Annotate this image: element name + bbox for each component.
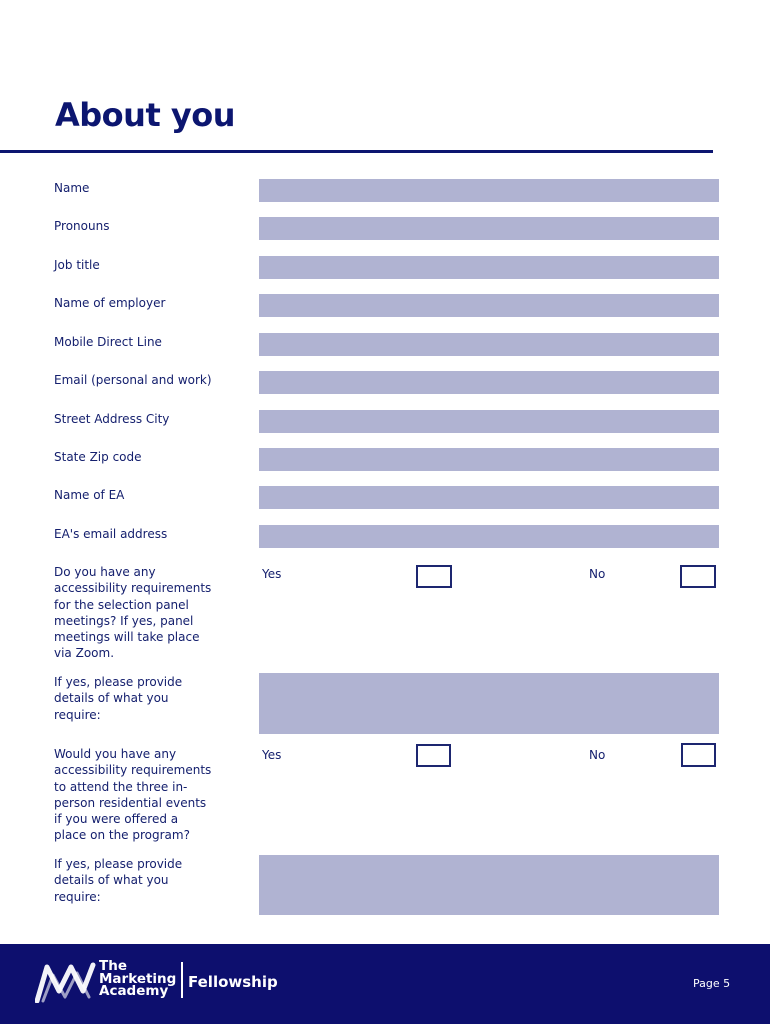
q1-details-field[interactable] bbox=[259, 673, 719, 734]
logo-wordmark bbox=[99, 960, 176, 998]
logo-fellowship: Fellowship bbox=[188, 973, 278, 991]
q2-details-field[interactable] bbox=[259, 855, 719, 915]
q1-yes-label: Yes bbox=[262, 567, 282, 581]
q1-details-label: If yes, please provide details of what you require: bbox=[54, 675, 183, 722]
page-title: About you bbox=[55, 96, 235, 134]
logo-line-marketing: Marketing bbox=[99, 970, 177, 987]
q2-no-label: No bbox=[589, 748, 606, 762]
q1-no-label: No bbox=[589, 567, 606, 581]
page-number: Page 5 bbox=[693, 977, 731, 990]
job-title-label: Job title bbox=[54, 258, 100, 272]
q1-yes-checkbox[interactable] bbox=[416, 565, 452, 588]
title-divider bbox=[0, 150, 713, 153]
mobile-field[interactable] bbox=[259, 333, 719, 356]
street-address-label: Street Address City bbox=[54, 412, 170, 426]
name-field[interactable] bbox=[259, 179, 719, 202]
logo-divider bbox=[181, 962, 183, 998]
state-zip-field[interactable] bbox=[259, 448, 719, 471]
q2-yes-checkbox[interactable] bbox=[416, 744, 451, 767]
q2-no-checkbox[interactable] bbox=[681, 743, 716, 767]
q2-yes-label: Yes bbox=[262, 748, 282, 762]
ea-email-field[interactable] bbox=[259, 525, 719, 548]
employer-field[interactable] bbox=[259, 294, 719, 317]
q2-question: Would you have any accessibility requirements to attend the three in-person residential events if you were offered a place on the program? bbox=[54, 747, 212, 843]
academy-logo-icon bbox=[35, 961, 97, 1003]
q2-details-label: If yes, please provide details of what you require: bbox=[54, 857, 183, 904]
job-title-field[interactable] bbox=[259, 256, 719, 279]
street-address-field[interactable] bbox=[259, 410, 719, 433]
state-zip-label: State Zip code bbox=[54, 450, 142, 464]
q1-question: Do you have any accessibility requirements for the selection panel meetings? If yes, panel meetings will take place via Zoom. bbox=[54, 565, 212, 661]
pronouns-field[interactable] bbox=[259, 217, 719, 240]
ea-name-field[interactable] bbox=[259, 486, 719, 509]
ea-email-label: EA's email address bbox=[54, 527, 168, 541]
mobile-label: Mobile Direct Line bbox=[54, 335, 162, 349]
email-field[interactable] bbox=[259, 371, 719, 394]
employer-label: Name of employer bbox=[54, 296, 166, 310]
pronouns-label: Pronouns bbox=[54, 219, 110, 233]
ea-name-label: Name of EA bbox=[54, 488, 125, 502]
name-label: Name bbox=[54, 181, 90, 195]
logo-line-the: The bbox=[99, 958, 127, 974]
logo-line-academy: Academy bbox=[99, 983, 169, 999]
q1-no-checkbox[interactable] bbox=[680, 565, 716, 588]
email-label: Email (personal and work) bbox=[54, 373, 212, 387]
